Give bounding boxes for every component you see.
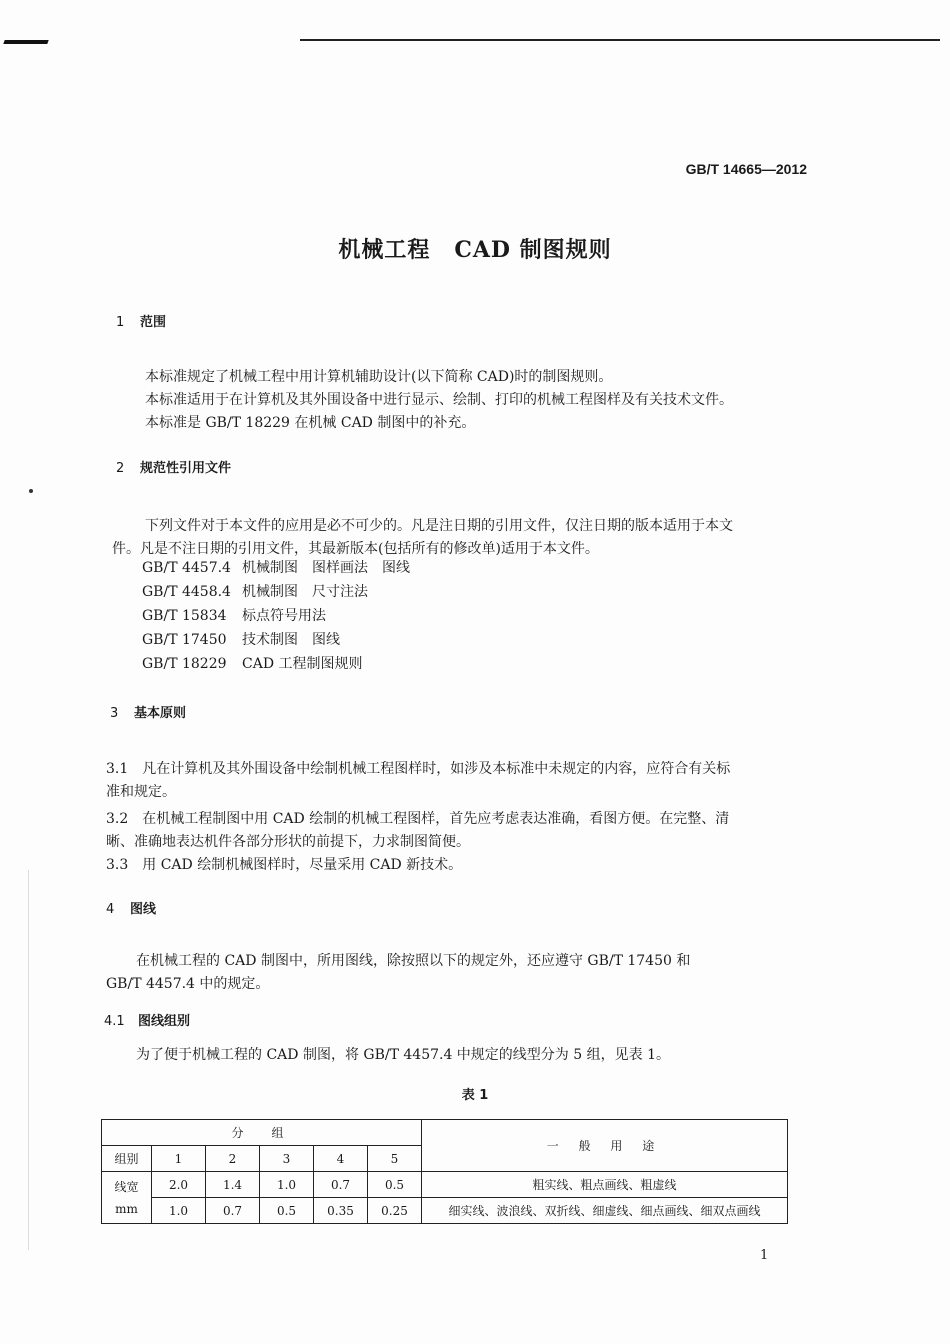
- document-title: [0, 233, 950, 264]
- clause-3-1-line-2: 准和规定。: [106, 784, 176, 800]
- clause-3-2-line-2: 晰、准确地表达机件各部分形状的前提下，力求制图简便。: [106, 834, 470, 850]
- table-cell: 0.7: [206, 1198, 260, 1224]
- scan-mark: [3, 40, 48, 44]
- group-number: 4: [314, 1146, 368, 1172]
- section-2-intro-2: 件。凡是不注日期的引用文件，其最新版本(包括所有的修改单)适用于本文件。: [112, 541, 599, 557]
- section-4-1-para: 为了便于机械工程的 CAD 制图，将 GB/T 4457.4 中规定的线型分为 5 组，见表 1。: [136, 1047, 670, 1063]
- section-1-para-1: 本标准规定了机械工程中用计算机辅助设计(以下简称 CAD)时的制图规则。: [145, 369, 613, 385]
- margin-dot: [29, 489, 33, 493]
- section-4-line-2: GB/T 4457.4 中的规定。: [106, 976, 270, 992]
- reference-item: GB/T 17450 技术制图 图线: [142, 632, 340, 648]
- header-rule: [300, 39, 940, 41]
- usage-header: 一 般 用 途: [422, 1120, 788, 1172]
- page-number: 1: [760, 1248, 769, 1263]
- section-2-heading: 2 规范性引用文件: [116, 461, 232, 476]
- group-label: 组别: [102, 1146, 152, 1172]
- scan-margin-line: [28, 870, 29, 1250]
- section-1-heading: 1 范围: [116, 315, 167, 330]
- group-number: 2: [206, 1146, 260, 1172]
- clause-3-1-line-1: 3.1 凡在计算机及其外围设备中绘制机械工程图样时，如涉及本标准中未规定的内容，应符合有关标: [106, 761, 731, 777]
- table-cell: 0.25: [368, 1198, 422, 1224]
- group-number: 1: [152, 1146, 206, 1172]
- section-4-line-1: 在机械工程的 CAD 制图中，所用图线，除按照以下的规定外，还应遵守 GB/T 17450 和: [136, 953, 691, 969]
- thin-usage: 细实线、波浪线、双折线、细虚线、细点画线、细双点画线: [422, 1198, 788, 1224]
- section-2-intro-1: 下列文件对于本文件的应用是必不可少的。凡是注日期的引用文件，仅注日期的版本适用于本文: [145, 518, 733, 534]
- clause-3-2-line-1: 3.2 在机械工程制图中用 CAD 绘制的机械工程图样，首先应考虑表达准确，看图方便。在完整、清: [106, 811, 730, 827]
- table-caption: 表 1: [461, 1088, 489, 1103]
- reference-item: GB/T 4458.4 机械制图 尺寸注法: [142, 584, 368, 600]
- group-header: 分 组: [102, 1120, 422, 1146]
- width-label: 线宽: [114, 1179, 139, 1194]
- group-number: 3: [260, 1146, 314, 1172]
- line-group-table: [101, 1119, 788, 1224]
- table-cell: 1.0: [260, 1172, 314, 1198]
- table-cell: 2.0: [152, 1172, 206, 1198]
- table-cell: 0.5: [368, 1172, 422, 1198]
- table-cell: 1.4: [206, 1172, 260, 1198]
- section-4-heading: 4 图线: [106, 902, 157, 917]
- standard-number: GB/T 14665—2012: [685, 161, 807, 177]
- table-cell: 0.5: [260, 1198, 314, 1224]
- clause-3-3: 3.3 用 CAD 绘制机械图样时，尽量采用 CAD 新技术。: [106, 857, 463, 873]
- table-row: [102, 1198, 788, 1224]
- unit-label: mm: [115, 1201, 138, 1216]
- section-4-1-heading: 4.1 图线组别: [104, 1014, 191, 1029]
- reference-item: GB/T 15834 标点符号用法: [142, 608, 326, 624]
- thick-usage: 粗实线、粗点画线、粗虚线: [422, 1172, 788, 1198]
- section-3-heading: 3 基本原则: [110, 706, 187, 721]
- table-cell: 0.35: [314, 1198, 368, 1224]
- group-number: 5: [368, 1146, 422, 1172]
- table-cell: 1.0: [152, 1198, 206, 1224]
- width-label-cell: [102, 1172, 152, 1224]
- title-part1: 机械工程: [338, 237, 431, 263]
- reference-item: GB/T 4457.4 机械制图 图样画法 图线: [142, 560, 410, 576]
- table-row: [102, 1120, 788, 1146]
- section-1-para-2: 本标准适用于在计算机及其外围设备中进行显示、绘制、打印的机械工程图样及有关技术文件。: [145, 392, 733, 408]
- section-1-para-3: 本标准是 GB/T 18229 在机械 CAD 制图中的补充。: [145, 415, 476, 431]
- reference-item: GB/T 18229 CAD 工程制图规则: [142, 656, 363, 672]
- title-part2: CAD 制图规则: [454, 237, 612, 263]
- table-cell: 0.7: [314, 1172, 368, 1198]
- table-row: [102, 1172, 788, 1198]
